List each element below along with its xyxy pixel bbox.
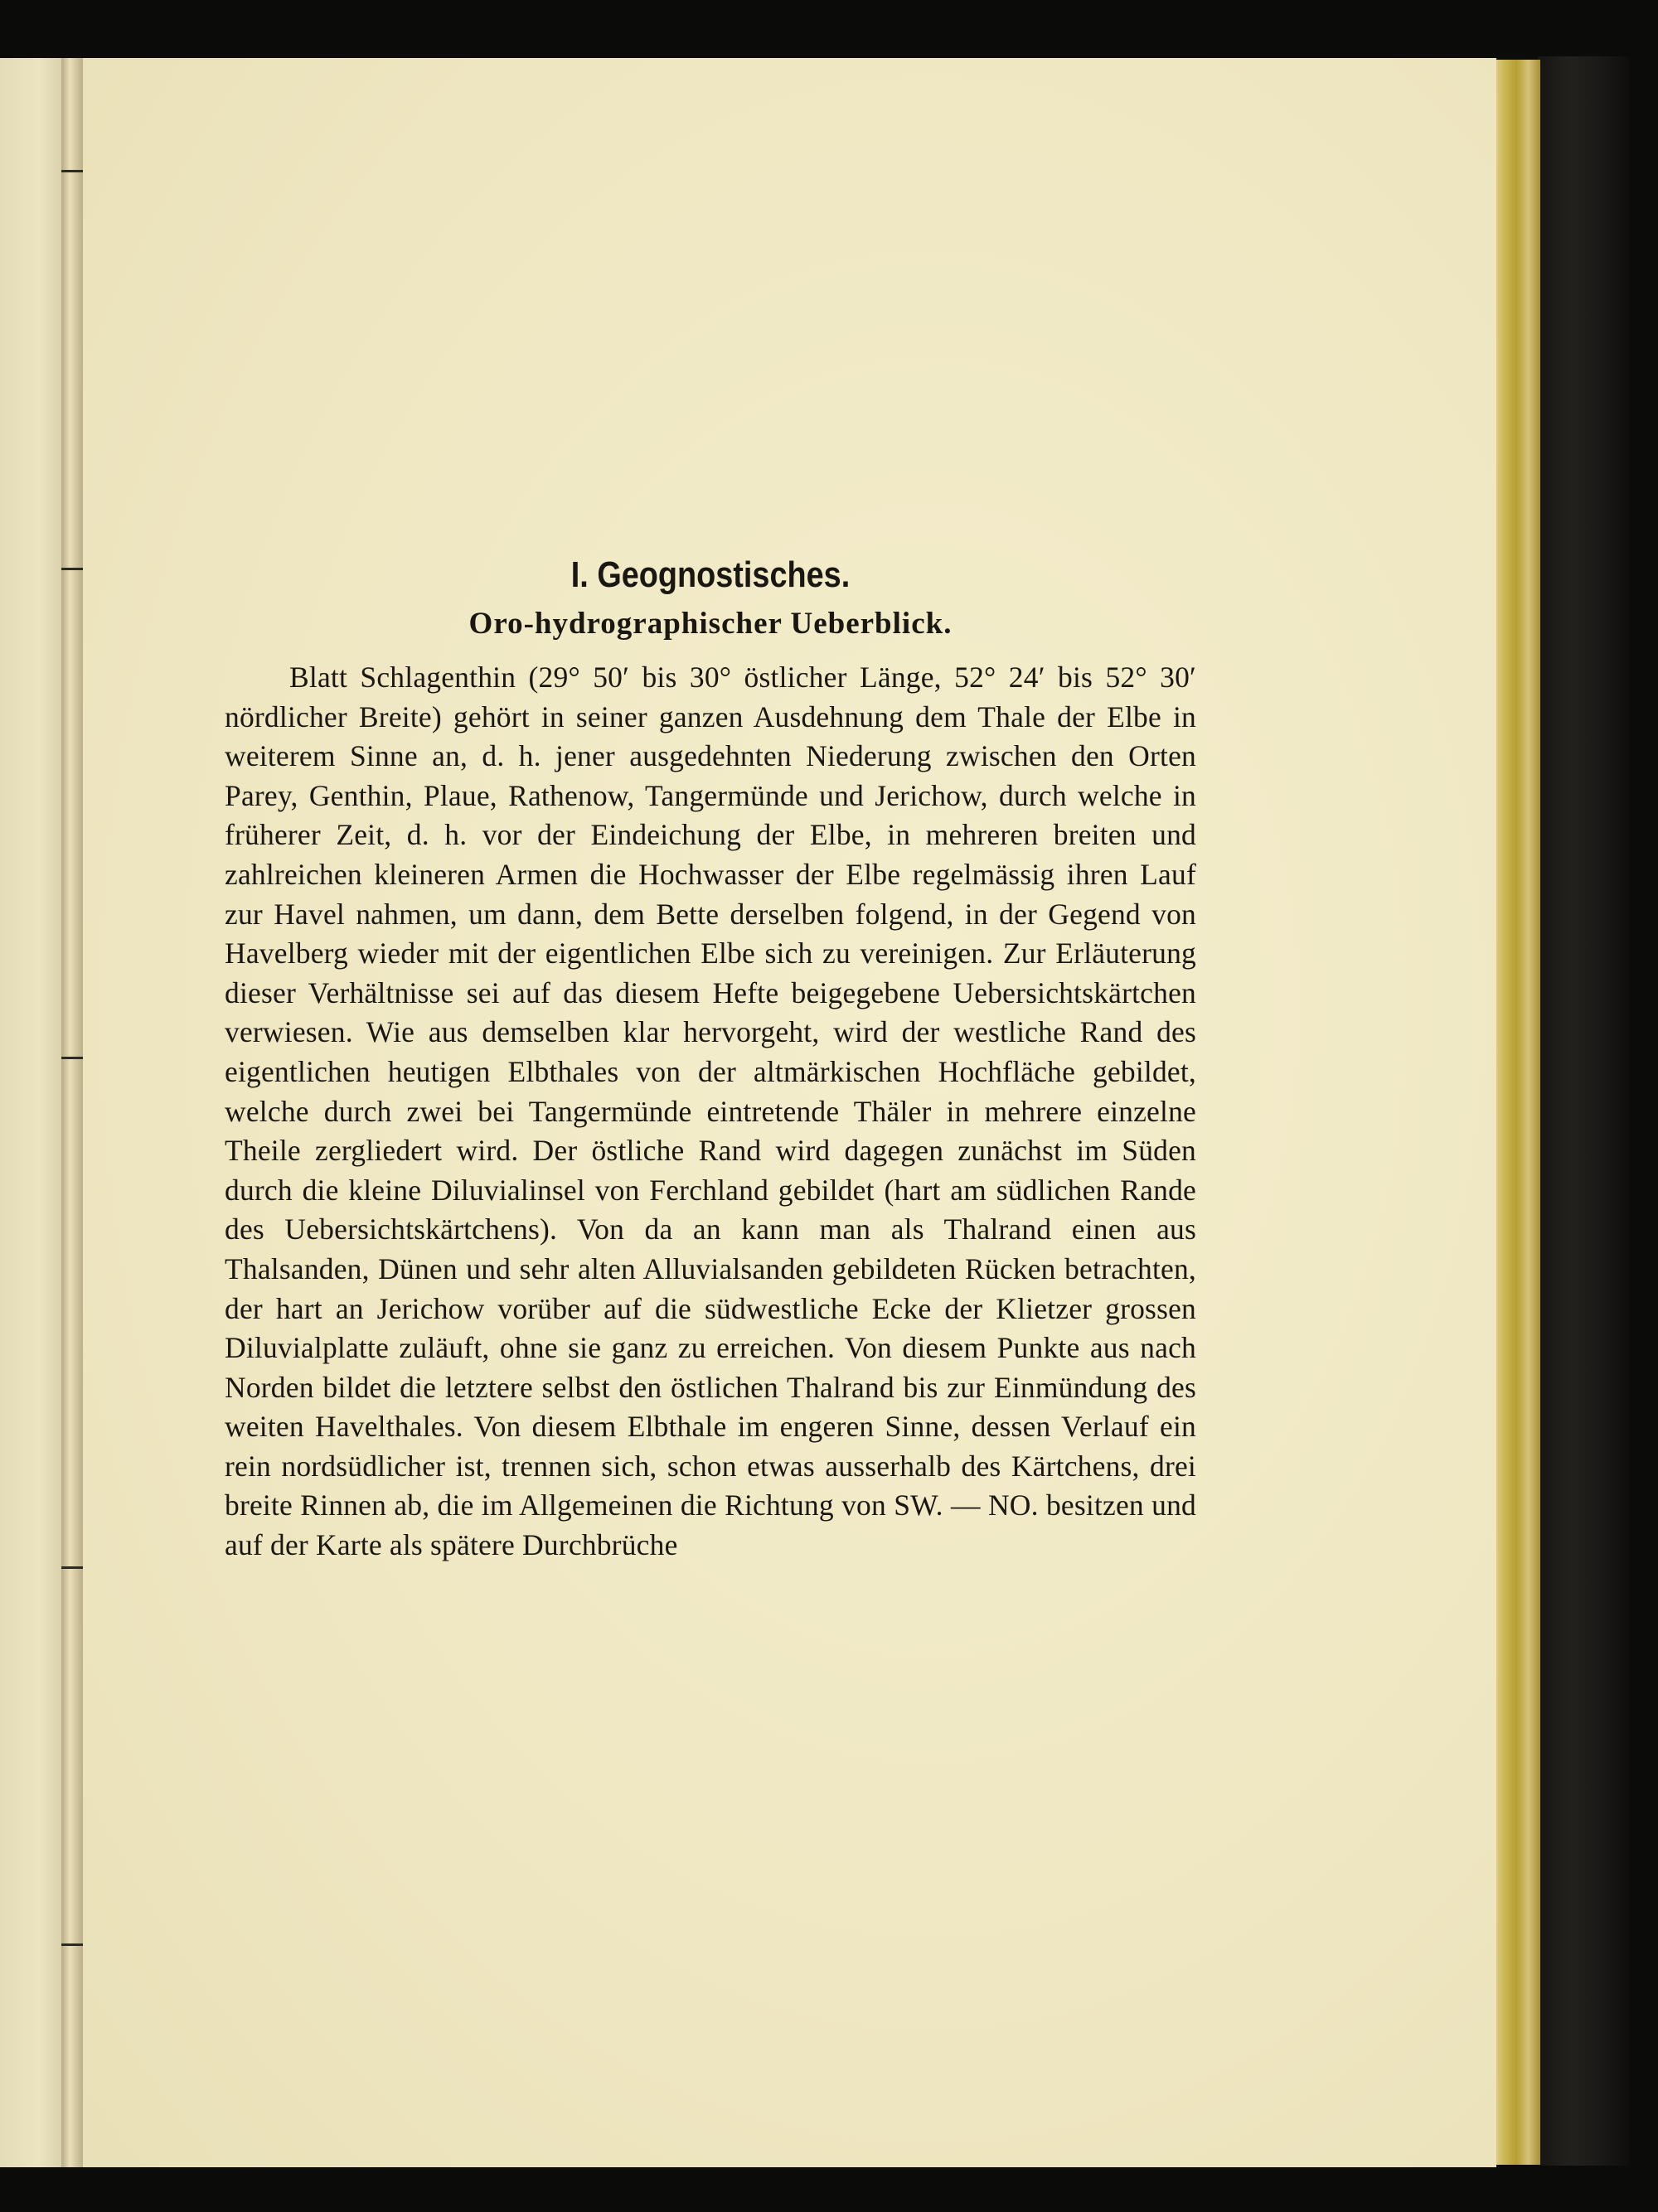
facing-page-strip: [0, 58, 65, 2167]
body-paragraph: Blatt Schlagenthin (29° 50′ bis 30° östlicher Länge, 52° 24′ bis 52° 30′ nördlicher Breite) gehört in seiner ganzen Ausdehnung dem Thale der Elbe in weiterem Sinne an, d. h. jener ausgedehnten Niederung zwischen den Orten Parey, Genthin, Plaue, Rathenow, Tangermünde und Jerichow, durch welche in früherer Zeit, d. h. vor der Eindeichung der Elbe, in mehreren breiten und zahlreichen kleineren Armen die Hochwasser der Elbe regelmässig ihren Lauf zur Havel nahmen, um dann, dem Bette derselben folgend, in der Gegend von Havelberg wieder mit der eigentlichen Elbe sich zu vereinigen. Zur Erläuterung dieser Verhältnisse sei auf das diesem Hefte beigegebene Uebersichtskärtchen verwiesen. Wie aus demselben klar hervorgeht, wird der westliche Rand des eigentlichen heutigen Elbthales von der altmärkischen Hochfläche gebildet, welche durch zwei bei Tangermünde eintretende Thäler in mehrere einzelne Theile zergliedert wird. Der östliche Rand wird dagegen zunächst im Süden durch die kleine Diluvialinsel von Ferchland gebildet (hart am südlichen Rande des Uebersichtskärtchens). Von da an kann man als Thalrand einen aus Thalsanden, Dünen und sehr alten Alluvialsanden gebildeten Rücken betrachten, der hart an Jerichow vorüber auf die südwestliche Ecke der Klietzer grossen Diluvialplatte zuläuft, ohne sie ganz zu erreichen. Von diesem Punkte aus nach Norden bildet die letztere selbst den östlichen Thalrand bis zur Einmündung des weiten Havelthales. Von diesem Elbthale im engeren Sinne, dessen Verlauf ein rein nordsüdlicher ist, trennen sich, schon etwas ausserhalb des Kärtchens, drei breite Rinnen ab, die im Allgemeinen die Richtung von SW. — NO. besitzen und auf der Karte als spätere Durchbrüche: [225, 661, 1196, 1562]
book-cover-edge: [1538, 56, 1629, 2166]
page-content: [225, 550, 1196, 1566]
section-subheading: Oro-hydrographischer Ueberblick.: [468, 607, 953, 641]
section-heading: I. Geognostisches.: [570, 554, 851, 595]
gilt-page-edges: [1492, 60, 1540, 2165]
